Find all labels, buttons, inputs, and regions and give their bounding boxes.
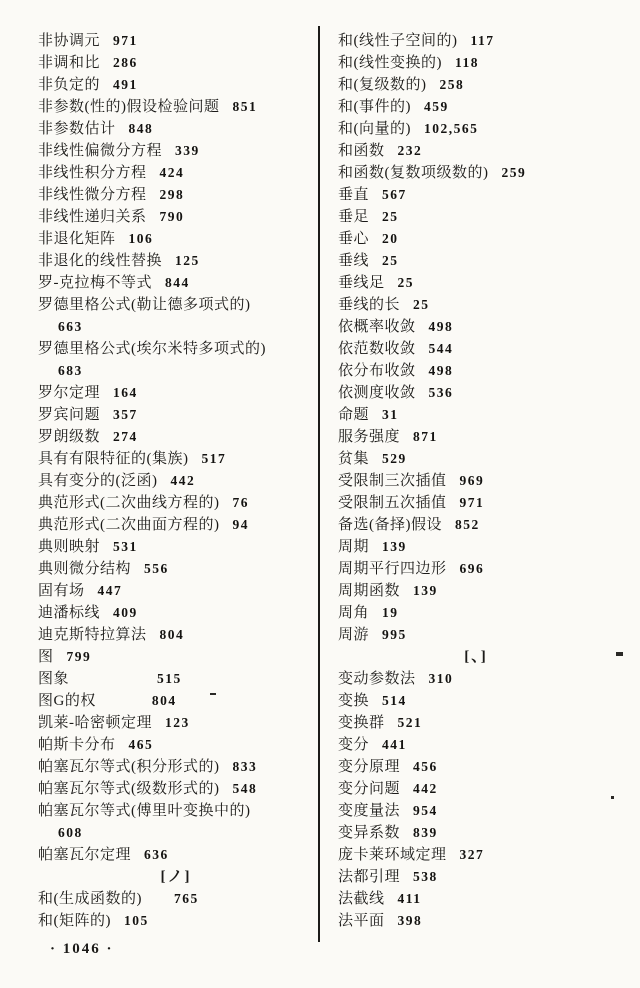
entry-term: 法平面 (338, 913, 385, 929)
index-entry (338, 910, 614, 932)
entry-term: 垂足 (338, 209, 370, 225)
index-entry (338, 800, 614, 822)
entry-page-number: 804 (159, 627, 185, 642)
entry-term: 罗-克拉梅不等式 (38, 275, 152, 291)
entry-page-number: 123 (165, 715, 190, 730)
entry-page-number: 25 (413, 297, 430, 312)
entry-term: 变换群 (338, 715, 385, 731)
entry-page-number: 357 (113, 407, 138, 422)
entry-term: 依分布收敛 (338, 363, 416, 379)
entry-page-number: 556 (144, 561, 169, 576)
entry-page-number: 310 (428, 671, 454, 686)
entry-term: 垂线的长 (338, 297, 401, 313)
index-entry (338, 184, 614, 206)
entry-page-number: 25 (382, 209, 399, 224)
entry-term: 和函数 (338, 143, 385, 159)
entry-page-number: 139 (413, 583, 438, 598)
entry-term: 变换 (338, 693, 370, 709)
entry-term: 受限制三次插值 (338, 473, 447, 489)
index-entry (338, 228, 614, 250)
entry-page-number: 567 (382, 187, 407, 202)
index-entry (338, 118, 614, 140)
index-entry (338, 514, 614, 536)
index-entry (338, 888, 614, 910)
entry-page-number: 521 (397, 715, 423, 730)
index-entry (38, 74, 314, 96)
index-entry (38, 646, 314, 668)
print-speck (616, 652, 623, 656)
entry-term: 和(向量的) (338, 121, 411, 137)
index-entry (38, 910, 314, 932)
index-entry (338, 294, 614, 316)
entry-term: 凯莱-哈密顿定理 (38, 715, 152, 731)
index-entry (338, 492, 614, 514)
entry-page-number: 833 (232, 759, 258, 774)
index-entry (38, 206, 314, 228)
entry-term: 和函数(复数项级数的) (338, 165, 489, 181)
entry-page-number: 232 (397, 143, 423, 158)
index-entry (38, 470, 314, 492)
entry-page-number: 274 (113, 429, 138, 444)
index-entry (38, 580, 314, 602)
entry-page-number: 94 (232, 517, 249, 532)
index-entry (338, 712, 614, 734)
entry-page-number: 118 (455, 55, 480, 70)
entry-term: 和(矩阵的) (38, 913, 111, 929)
entry-term: 庞卡莱环域定理 (338, 847, 447, 863)
index-entry (38, 514, 314, 536)
index-entry (338, 734, 614, 756)
index-entry (38, 228, 314, 250)
entry-page-number: 286 (113, 55, 138, 70)
entry-term: 迪克斯特拉算法 (38, 627, 147, 643)
index-entry-continuation (38, 360, 314, 382)
entry-page-number: 25 (397, 275, 415, 290)
index-entry (38, 184, 314, 206)
index-entry (338, 74, 614, 96)
section-header: [、] (464, 649, 488, 665)
entry-term: 垂线足 (338, 275, 385, 291)
entry-page-number: 799 (66, 649, 92, 664)
entry-page-number: 548 (232, 781, 258, 796)
entry-page-number: 102,565 (424, 121, 479, 136)
entry-term: 受限制五次插值 (338, 495, 447, 511)
entry-term: 备选(备择)假设 (338, 517, 442, 533)
entry-page-number: 851 (232, 99, 258, 114)
index-entry (38, 272, 314, 294)
entry-page-number: 117 (470, 33, 495, 48)
entry-term: 典范形式(二次曲面方程的) (38, 517, 220, 533)
index-entry (38, 52, 314, 74)
entry-term: 周期 (338, 539, 370, 555)
entry-page-number: 971 (113, 33, 138, 48)
entry-page-number: 442 (413, 781, 438, 796)
entry-page-number: 839 (413, 825, 438, 840)
entry-page-number: 459 (424, 99, 449, 114)
entry-page-number: 441 (382, 737, 407, 752)
entry-page-number: 20 (382, 231, 399, 246)
entry-term: 和(线性子空间的) (338, 33, 458, 49)
entry-page-number: 498 (428, 363, 454, 378)
entry-term: 非调和比 (38, 55, 101, 71)
entry-term: 具有有限特征的(集族) (38, 451, 189, 467)
index-entry-continuation (38, 316, 314, 338)
entry-term: 变度量法 (338, 803, 401, 819)
entry-page-number: 447 (97, 583, 123, 598)
print-speck (210, 693, 216, 695)
entry-term: 非参数(性的)假设检验问题 (38, 99, 220, 115)
entry-page-number: 790 (159, 209, 185, 224)
index-entry (38, 690, 314, 712)
entry-page-number: 139 (382, 539, 407, 554)
entry-term: 和(复级数的) (338, 77, 427, 93)
index-entry (38, 426, 314, 448)
index-entry (338, 756, 614, 778)
index-entry (38, 844, 314, 866)
entry-page-number: 19 (382, 605, 399, 620)
index-entry (38, 338, 314, 360)
entry-page-number: 531 (113, 539, 138, 554)
index-entry (38, 404, 314, 426)
entry-page-number: 258 (439, 77, 465, 92)
index-entry (338, 580, 614, 602)
index-entry (38, 492, 314, 514)
entry-term: 典则映射 (38, 539, 101, 555)
entry-term: 法截线 (338, 891, 385, 907)
index-entry (338, 822, 614, 844)
entry-term: 依测度收敛 (338, 385, 416, 401)
index-entry (338, 52, 614, 74)
entry-page-number: 76 (232, 495, 249, 510)
entry-page-number: 498 (428, 319, 454, 334)
entry-term: 帕塞瓦尔等式(傅里叶变换中的) (38, 803, 251, 819)
index-entry (38, 382, 314, 404)
index-entry (38, 96, 314, 118)
entry-term: 依范数收敛 (338, 341, 416, 357)
entry-term: 帕塞瓦尔定理 (38, 847, 132, 863)
column-divider (318, 26, 320, 942)
entry-term: 非参数估计 (38, 121, 116, 137)
entry-term: 帕斯卡分布 (38, 737, 116, 753)
index-entry (338, 624, 614, 646)
entry-page-number: 491 (113, 77, 138, 92)
index-entry (338, 316, 614, 338)
index-column-right (338, 30, 614, 932)
entry-term: 和(事件的) (338, 99, 411, 115)
entry-term: 周期平行四边形 (338, 561, 447, 577)
entry-page-number: 442 (170, 473, 196, 488)
index-entry (38, 800, 314, 822)
section-header: [ノ] (160, 869, 192, 885)
entry-term: 图 (38, 649, 54, 665)
entry-term: 固有场 (38, 583, 85, 599)
index-entry (38, 712, 314, 734)
entry-page-number: 995 (382, 627, 407, 642)
index-entry (338, 536, 614, 558)
entry-term: 罗宾问题 (38, 407, 101, 423)
entry-term: 法都引理 (338, 869, 401, 885)
index-entry-continuation (38, 822, 314, 844)
entry-page-number: 608 (58, 825, 83, 840)
entry-term: 和(生成函数的) (38, 891, 142, 907)
page-number: · 1046 · (50, 941, 114, 957)
entry-page-number: 327 (459, 847, 485, 862)
index-entry (38, 536, 314, 558)
entry-term: 变分原理 (338, 759, 401, 775)
entry-term: 具有变分的(泛函) (38, 473, 158, 489)
entry-term: 命题 (338, 407, 370, 423)
index-entry (338, 470, 614, 492)
entry-page-number: 515 (157, 671, 182, 686)
entry-page-number: 424 (159, 165, 185, 180)
entry-page-number: 969 (459, 473, 485, 488)
index-entry (38, 558, 314, 580)
entry-term: 罗德里格公式(勒让德多项式的) (38, 297, 251, 313)
entry-page-number: 538 (413, 869, 438, 884)
entry-term: 变异系数 (338, 825, 401, 841)
entry-page-number: 411 (397, 891, 422, 906)
entry-page-number: 529 (382, 451, 407, 466)
index-entry (338, 206, 614, 228)
index-entry (338, 140, 614, 162)
index-entry (338, 448, 614, 470)
index-entry (38, 668, 314, 690)
entry-term: 典则微分结构 (38, 561, 132, 577)
index-entry (38, 888, 314, 910)
entry-page-number: 125 (175, 253, 200, 268)
entry-term: 非线性积分方程 (38, 165, 147, 181)
entry-term: 图G的权 (38, 693, 96, 709)
index-entry (38, 448, 314, 470)
entry-term: 典范形式(二次曲线方程的) (38, 495, 220, 511)
entry-term: 图象 (38, 671, 70, 687)
entry-page-number: 844 (165, 275, 190, 290)
entry-term: 非负定的 (38, 77, 101, 93)
entry-page-number: 259 (501, 165, 527, 180)
entry-term: 非线性偏微分方程 (38, 143, 163, 159)
entry-page-number: 25 (382, 253, 399, 268)
entry-term: 贫集 (338, 451, 370, 467)
entry-term: 垂心 (338, 231, 370, 247)
entry-term: 非退化的线性替换 (38, 253, 163, 269)
index-entry (338, 668, 614, 690)
index-entry (338, 162, 614, 184)
entry-term: 非线性递归关系 (38, 209, 147, 225)
entry-term: 周期函数 (338, 583, 401, 599)
entry-term: 周角 (338, 605, 370, 621)
entry-page-number: 636 (144, 847, 169, 862)
entry-page-number: 398 (397, 913, 423, 928)
entry-page-number: 848 (128, 121, 154, 136)
entry-page-number: 409 (113, 605, 138, 620)
index-entry (338, 250, 614, 272)
index-entry (338, 30, 614, 52)
index-entry (338, 866, 614, 888)
entry-term: 非线性微分方程 (38, 187, 147, 203)
index-entry (38, 162, 314, 184)
entry-page-number: 298 (159, 187, 185, 202)
entry-term: 周游 (338, 627, 370, 643)
index-entry (338, 338, 614, 360)
entry-page-number: 514 (382, 693, 407, 708)
entry-page-number: 544 (428, 341, 454, 356)
index-entry (338, 360, 614, 382)
index-entry (338, 778, 614, 800)
index-entry (38, 778, 314, 800)
entry-term: 变分 (338, 737, 370, 753)
entry-page-number: 971 (459, 495, 485, 510)
entry-term: 垂线 (338, 253, 370, 269)
entry-page-number: 517 (201, 451, 227, 466)
entry-page-number: 765 (174, 891, 199, 906)
entry-term: 帕塞瓦尔等式(积分形式的) (38, 759, 220, 775)
index-entry (38, 118, 314, 140)
index-entry (338, 96, 614, 118)
entry-page-number: 954 (413, 803, 438, 818)
index-entry (38, 602, 314, 624)
entry-page-number: 804 (151, 693, 177, 708)
index-entry (338, 844, 614, 866)
entry-term: 非退化矩阵 (38, 231, 116, 247)
index-entry (338, 382, 614, 404)
entry-page-number: 663 (58, 319, 83, 334)
index-entry (38, 624, 314, 646)
entry-page-number: 871 (413, 429, 438, 444)
index-entry (338, 602, 614, 624)
entry-page-number: 536 (428, 385, 454, 400)
entry-term: 罗德里格公式(埃尔米特多项式的) (38, 341, 266, 357)
entry-term: 变分问题 (338, 781, 401, 797)
index-column-left (38, 30, 314, 932)
entry-term: 罗朗级数 (38, 429, 101, 445)
entry-term: 帕塞瓦尔等式(级数形式的) (38, 781, 220, 797)
entry-term: 依概率收敛 (338, 319, 416, 335)
entry-page-number: 339 (175, 143, 200, 158)
index-entry (338, 558, 614, 580)
index-entry (38, 30, 314, 52)
entry-term: 非协调元 (38, 33, 101, 49)
entry-page-number: 456 (413, 759, 438, 774)
entry-term: 和(线性变换的) (338, 55, 442, 71)
entry-term: 垂直 (338, 187, 370, 203)
entry-page-number: 696 (459, 561, 485, 576)
entry-term: 迪潘标线 (38, 605, 101, 621)
entry-page-number: 106 (128, 231, 154, 246)
entry-page-number: 164 (113, 385, 138, 400)
index-entry (38, 250, 314, 272)
entry-page-number: 465 (128, 737, 154, 752)
index-entry (338, 404, 614, 426)
index-entry (38, 140, 314, 162)
index-entry (38, 734, 314, 756)
entry-page-number: 852 (455, 517, 480, 532)
entry-term: 服务强度 (338, 429, 401, 445)
entry-page-number: 31 (382, 407, 399, 422)
index-entry (338, 690, 614, 712)
index-entry (38, 756, 314, 778)
index-entry (38, 294, 314, 316)
entry-page-number: 683 (58, 363, 83, 378)
entry-term: 罗尔定理 (38, 385, 101, 401)
print-speck (611, 796, 614, 799)
index-entry (338, 426, 614, 448)
entry-page-number: 105 (124, 913, 149, 928)
entry-term: 变动参数法 (338, 671, 416, 687)
index-entry (338, 272, 614, 294)
